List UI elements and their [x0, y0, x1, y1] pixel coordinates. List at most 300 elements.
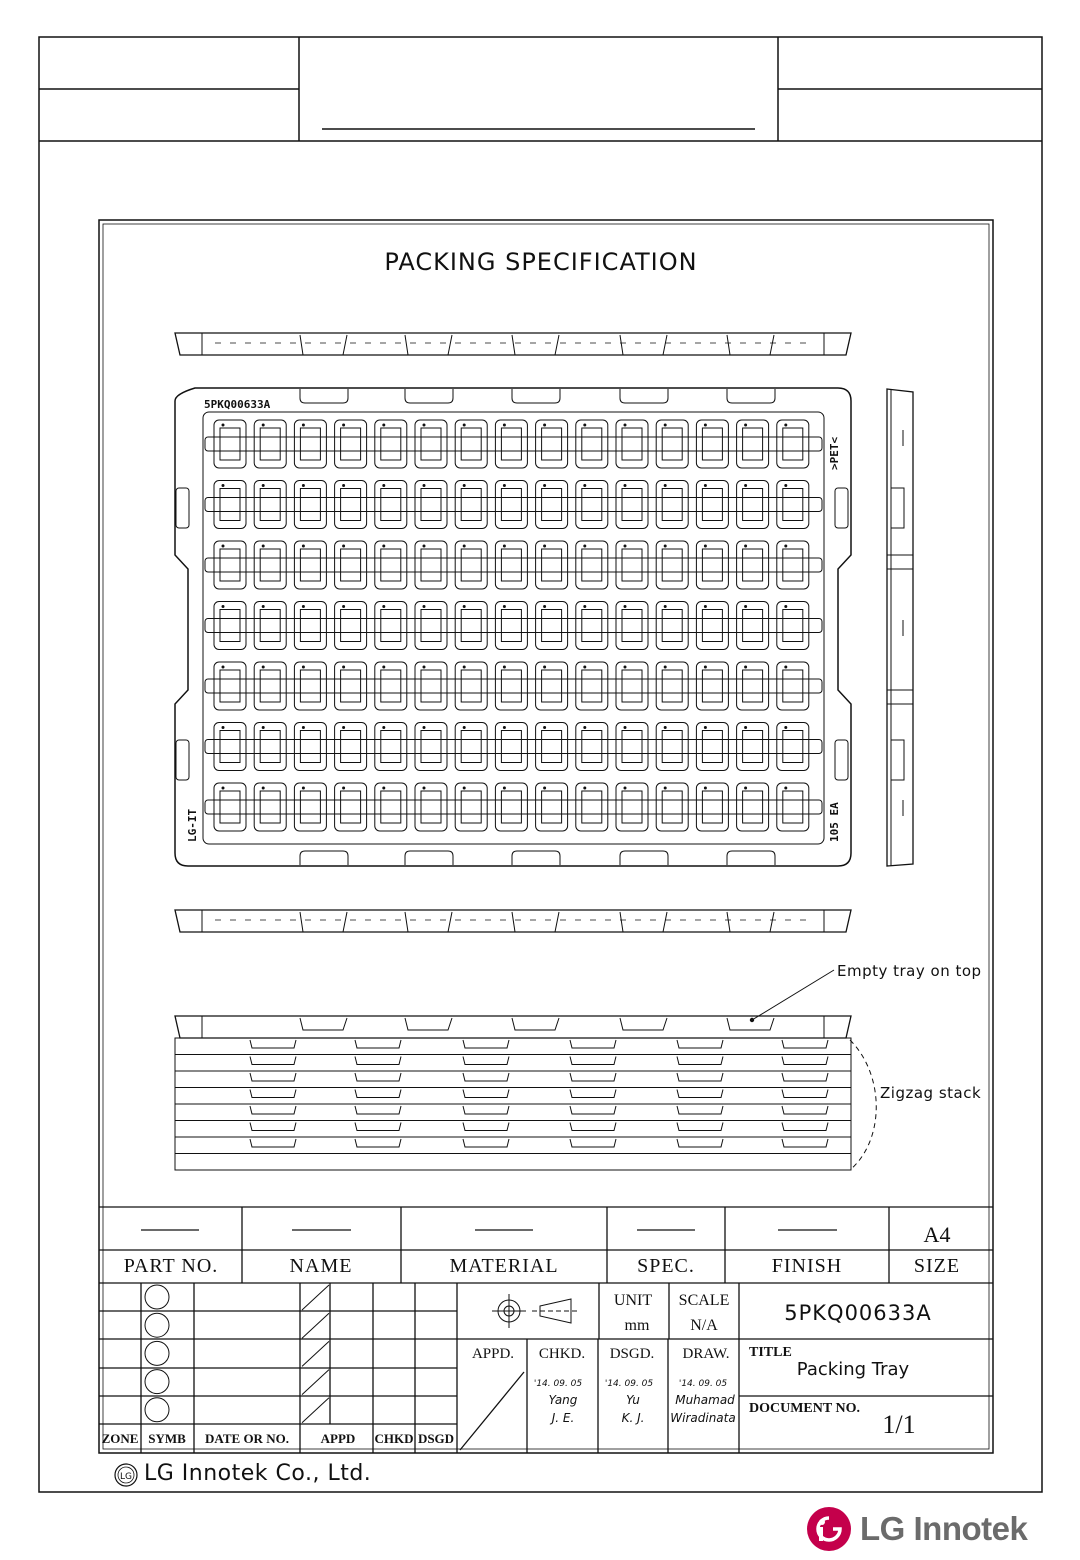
pocket-inner — [542, 670, 562, 702]
pocket-inner — [582, 731, 602, 763]
stack-layer — [175, 1055, 851, 1072]
pocket-cell — [696, 662, 728, 710]
pocket-marker — [343, 666, 345, 668]
tray-top-notch — [512, 389, 560, 403]
pocket-marker — [302, 424, 304, 426]
pocket-marker — [343, 545, 345, 547]
revision-symbol-circle — [145, 1341, 169, 1365]
pocket-row-rail — [205, 498, 822, 512]
pocket-cell — [576, 481, 608, 529]
pocket-cell — [375, 541, 407, 589]
pocket-inner — [220, 791, 240, 823]
size-value: A4 — [923, 1222, 951, 1247]
stack-pocket — [570, 1106, 616, 1114]
pocket-cell — [737, 783, 769, 831]
pocket-cell — [656, 783, 688, 831]
unit-label: UNIT — [613, 1292, 653, 1309]
tray-side-pocket — [727, 335, 774, 355]
pocket-cell — [375, 723, 407, 771]
scale-label: SCALE — [678, 1292, 730, 1309]
pocket-inner — [662, 791, 682, 823]
pocket-inner — [381, 489, 401, 521]
dsgd-name-1: Yu — [626, 1393, 640, 1407]
pocket-marker — [745, 666, 747, 668]
tray-bottom-notch — [405, 851, 453, 865]
pocket-marker — [302, 606, 304, 608]
pocket-cell — [455, 602, 487, 650]
stack-pocket — [782, 1106, 828, 1114]
pocket-inner — [260, 670, 280, 702]
pocket-inner — [743, 610, 763, 642]
pocket-marker — [423, 787, 425, 789]
pocket-cell — [335, 481, 367, 529]
pocket-marker — [544, 424, 546, 426]
lg-face-icon — [806, 1506, 852, 1552]
tray-side-pocket — [620, 335, 667, 355]
pocket-marker — [302, 727, 304, 729]
pocket-marker — [584, 787, 586, 789]
pocket-cell — [536, 420, 568, 468]
tray-side-pocket — [300, 912, 347, 932]
pocket-inner — [220, 670, 240, 702]
pocket-inner — [220, 489, 240, 521]
pocket-cell — [375, 602, 407, 650]
pocket-marker — [343, 485, 345, 487]
pocket-inner — [783, 791, 803, 823]
stack-layer — [175, 1104, 851, 1121]
pocket-marker — [262, 787, 264, 789]
pocket-marker — [664, 606, 666, 608]
title-value: Packing Tray — [796, 1359, 910, 1380]
stack-top-pocket — [620, 1018, 667, 1030]
pocket-marker — [544, 787, 546, 789]
revision-slash — [302, 1285, 329, 1310]
pocket-inner — [501, 489, 521, 521]
pocket-marker — [463, 606, 465, 608]
document-no-value: 1/1 — [882, 1410, 916, 1439]
pocket-inner — [341, 489, 361, 521]
tray-count-label: 105 EA — [828, 802, 841, 842]
pocket-inner — [300, 791, 320, 823]
pocket-inner — [622, 791, 642, 823]
stack-top-pocket — [300, 1018, 347, 1030]
pocket-marker — [745, 424, 747, 426]
pocket-marker — [584, 666, 586, 668]
revision-slash-column — [302, 1285, 329, 1423]
header-name: NAME — [289, 1255, 353, 1277]
pocket-inner — [702, 489, 722, 521]
pocket-inner — [260, 610, 280, 642]
stack-pocket — [782, 1090, 828, 1098]
pocket-marker — [624, 666, 626, 668]
pocket-marker — [383, 485, 385, 487]
pocket-inner — [542, 428, 562, 460]
pocket-inner — [381, 428, 401, 460]
pocket-inner — [783, 489, 803, 521]
pocket-marker — [262, 485, 264, 487]
stack-pocket — [250, 1040, 296, 1048]
pocket-marker — [664, 787, 666, 789]
tray-end-tab — [891, 488, 904, 528]
pocket-marker — [463, 666, 465, 668]
pocket-cell — [536, 481, 568, 529]
pocket-marker — [624, 545, 626, 547]
tray-inner-rim — [203, 412, 824, 844]
pocket-inner — [461, 791, 481, 823]
pocket-cell — [335, 541, 367, 589]
pocket-marker — [624, 787, 626, 789]
rev-header-symb: SYMB — [148, 1431, 186, 1446]
stack-pocket — [570, 1057, 616, 1065]
pocket-marker — [222, 606, 224, 608]
pocket-marker — [584, 606, 586, 608]
pocket-marker — [423, 424, 425, 426]
stack-pocket — [250, 1073, 296, 1081]
pocket-marker — [624, 606, 626, 608]
pocket-inner — [260, 791, 280, 823]
tray-top-notch — [620, 389, 668, 403]
pocket-inner — [501, 731, 521, 763]
pocket-marker — [785, 424, 787, 426]
pocket-row-rail — [205, 679, 822, 693]
pocket-inner — [702, 731, 722, 763]
pocket-marker — [745, 485, 747, 487]
pocket-marker — [544, 485, 546, 487]
pocket-inner — [743, 731, 763, 763]
pocket-inner — [220, 731, 240, 763]
pocket-inner — [421, 428, 441, 460]
pocket-inner — [662, 428, 682, 460]
pocket-cell — [254, 783, 286, 831]
stack-top-pocket — [405, 1018, 452, 1030]
tray-side-pocket — [405, 912, 452, 932]
stack-pocket — [570, 1139, 616, 1147]
pocket-inner — [421, 610, 441, 642]
tray-bottom-notch — [727, 851, 775, 865]
dsgd-date: '14. 09. 05 — [604, 1379, 654, 1389]
pocket-cell — [777, 481, 809, 529]
stack-pocket — [570, 1123, 616, 1131]
pocket-inner — [341, 428, 361, 460]
lg-circle-logo-small — [115, 1464, 137, 1486]
stack-pocket — [782, 1057, 828, 1065]
callout-empty-tray: Empty tray on top — [837, 962, 982, 980]
pocket-row-rail — [205, 558, 822, 572]
lg-mark-small: LG — [120, 1472, 132, 1482]
pocket-inner — [461, 489, 481, 521]
dsgd-name-2: K. J. — [621, 1411, 645, 1425]
pocket-cell — [495, 783, 527, 831]
pocket-inner — [220, 610, 240, 642]
stack-pocket — [570, 1090, 616, 1098]
header-finish: FINISH — [771, 1255, 843, 1277]
stack-pocket — [782, 1073, 828, 1081]
pocket-marker — [584, 485, 586, 487]
pocket-inner — [542, 549, 562, 581]
pocket-inner — [783, 549, 803, 581]
pocket-marker — [745, 787, 747, 789]
stack-pocket — [250, 1106, 296, 1114]
pocket-marker — [343, 727, 345, 729]
pocket-cell — [737, 541, 769, 589]
pocket-inner — [421, 670, 441, 702]
pocket-marker — [503, 727, 505, 729]
pocket-cell — [656, 662, 688, 710]
stack-top-pocket — [512, 1018, 559, 1030]
pocket-cell — [415, 602, 447, 650]
tray-top-notch — [300, 389, 348, 403]
pocket-cell — [335, 723, 367, 771]
pocket-marker — [584, 424, 586, 426]
stack-pocket — [782, 1040, 828, 1048]
pocket-inner — [341, 549, 361, 581]
pocket-cell — [536, 541, 568, 589]
pocket-cell — [254, 481, 286, 529]
pocket-cell — [294, 541, 326, 589]
pocket-marker — [222, 787, 224, 789]
pocket-cell — [616, 481, 648, 529]
stack-pocket — [355, 1057, 401, 1065]
revision-symbol-circle — [145, 1313, 169, 1337]
stack-pocket — [782, 1123, 828, 1131]
pocket-marker — [383, 666, 385, 668]
pocket-inner — [461, 731, 481, 763]
pocket-inner — [542, 791, 562, 823]
pocket-marker — [704, 727, 706, 729]
pocket-cell — [495, 662, 527, 710]
pocket-marker — [343, 424, 345, 426]
callout-arc-stack — [850, 1040, 876, 1170]
pocket-inner — [501, 791, 521, 823]
pocket-cell — [254, 723, 286, 771]
drawing-title: PACKING SPECIFICATION — [384, 248, 698, 276]
pocket-marker — [584, 727, 586, 729]
pocket-inner — [662, 670, 682, 702]
draw-name-2: Wiradinata — [670, 1411, 736, 1425]
pocket-cell — [254, 541, 286, 589]
pocket-inner — [501, 549, 521, 581]
lg-innotek-wordmark: LG Innotek — [860, 1510, 1028, 1547]
pocket-cell — [375, 481, 407, 529]
pocket-cell — [455, 662, 487, 710]
tray-part-label: 5PKQ00633A — [204, 398, 271, 411]
stack-pocket — [250, 1123, 296, 1131]
pocket-inner — [702, 670, 722, 702]
pocket-cell — [375, 420, 407, 468]
callout-zigzag: Zigzag stack — [880, 1084, 982, 1102]
pocket-cell — [777, 783, 809, 831]
pocket-cell — [455, 541, 487, 589]
pocket-marker — [745, 545, 747, 547]
pocket-cell — [495, 541, 527, 589]
tray-right-tab — [835, 740, 848, 780]
pocket-marker — [343, 787, 345, 789]
tray-side-pocket — [512, 912, 559, 932]
pocket-inner — [542, 731, 562, 763]
revision-slash — [302, 1341, 329, 1366]
stack-pocket — [355, 1090, 401, 1098]
pocket-inner — [421, 731, 441, 763]
pocket-inner — [341, 791, 361, 823]
stack-layer — [175, 1038, 851, 1055]
pocket-marker — [704, 424, 706, 426]
pocket-cell — [214, 662, 246, 710]
pocket-cell — [536, 783, 568, 831]
pocket-marker — [262, 666, 264, 668]
pocket-cell — [214, 783, 246, 831]
pocket-inner — [461, 610, 481, 642]
pocket-marker — [302, 787, 304, 789]
pocket-cell — [294, 481, 326, 529]
pocket-row-rail — [205, 437, 822, 451]
pocket-inner — [260, 428, 280, 460]
pocket-inner — [662, 610, 682, 642]
revision-slash — [302, 1313, 329, 1338]
pocket-marker — [544, 727, 546, 729]
pocket-marker — [664, 485, 666, 487]
pocket-cell — [335, 783, 367, 831]
pocket-cell — [656, 481, 688, 529]
pocket-inner — [300, 428, 320, 460]
pocket-marker — [423, 666, 425, 668]
pocket-inner — [381, 670, 401, 702]
pocket-marker — [704, 485, 706, 487]
pocket-inner — [300, 610, 320, 642]
document-no-label: DOCUMENT NO. — [749, 1401, 860, 1416]
pocket-cell — [254, 420, 286, 468]
rev-header-date: DATE OR NO. — [205, 1431, 289, 1446]
pocket-inner — [783, 428, 803, 460]
pocket-cell — [375, 662, 407, 710]
stack-pocket — [677, 1040, 723, 1048]
pocket-marker — [503, 787, 505, 789]
pocket-marker — [745, 727, 747, 729]
stack-pocket — [463, 1139, 509, 1147]
pocket-inner — [702, 610, 722, 642]
chkd-date: '14. 09. 05 — [533, 1379, 583, 1389]
pocket-marker — [262, 424, 264, 426]
pocket-marker — [463, 727, 465, 729]
pocket-cell — [737, 602, 769, 650]
header-part-no: PART NO. — [123, 1255, 219, 1277]
pocket-marker — [785, 606, 787, 608]
pocket-cell — [616, 723, 648, 771]
pocket-inner — [542, 610, 562, 642]
pocket-cell — [777, 662, 809, 710]
pocket-marker — [463, 545, 465, 547]
pocket-marker — [544, 545, 546, 547]
pocket-inner — [260, 489, 280, 521]
callout-dot — [750, 1018, 754, 1022]
pocket-cell — [214, 602, 246, 650]
pocket-inner — [300, 549, 320, 581]
pocket-marker — [463, 424, 465, 426]
rev-header-chkd: CHKD — [374, 1431, 414, 1446]
pocket-marker — [584, 545, 586, 547]
pocket-cell — [495, 420, 527, 468]
pocket-marker — [262, 545, 264, 547]
pocket-cell — [455, 723, 487, 771]
pocket-inner — [542, 489, 562, 521]
tray-side-view-bottom — [175, 910, 851, 932]
pocket-inner — [582, 428, 602, 460]
pocket-inner — [461, 670, 481, 702]
pocket-inner — [622, 549, 642, 581]
pocket-cell — [335, 602, 367, 650]
pocket-cell — [455, 481, 487, 529]
appd-label: APPD. — [471, 1346, 515, 1362]
pocket-cell — [616, 541, 648, 589]
pocket-inner — [300, 670, 320, 702]
stack-layer — [175, 1121, 851, 1138]
pocket-cell — [536, 602, 568, 650]
pocket-inner — [220, 428, 240, 460]
pocket-cell — [576, 420, 608, 468]
stack-pocket — [677, 1073, 723, 1081]
pocket-marker — [503, 666, 505, 668]
header-material: MATERIAL — [449, 1255, 559, 1277]
pocket-inner — [743, 670, 763, 702]
pocket-inner — [582, 670, 602, 702]
pocket-inner — [743, 489, 763, 521]
pocket-cell — [777, 723, 809, 771]
pocket-cell — [777, 602, 809, 650]
pocket-inner — [622, 610, 642, 642]
tray-left-tab — [176, 740, 189, 780]
stack-pocket — [355, 1123, 401, 1131]
pocket-inner — [341, 731, 361, 763]
stack-pocket — [355, 1073, 401, 1081]
revision-slash — [302, 1398, 329, 1423]
pocket-cell — [576, 723, 608, 771]
pocket-marker — [302, 485, 304, 487]
pocket-marker — [544, 666, 546, 668]
pocket-cell — [536, 662, 568, 710]
tray-side-pocket — [405, 335, 452, 355]
pocket-cell — [696, 602, 728, 650]
pocket-cell — [294, 662, 326, 710]
pocket-cell — [495, 481, 527, 529]
tray-material-label: >PET< — [828, 436, 841, 470]
pocket-cell — [415, 662, 447, 710]
pocket-cell — [616, 783, 648, 831]
pocket-inner — [260, 549, 280, 581]
stack-pocket — [463, 1057, 509, 1065]
pocket-cell — [495, 602, 527, 650]
pocket-marker — [785, 666, 787, 668]
pocket-cell — [737, 662, 769, 710]
pocket-inner — [300, 731, 320, 763]
pocket-cell — [415, 481, 447, 529]
pocket-marker — [624, 727, 626, 729]
scale-value: N/A — [690, 1317, 718, 1334]
pocket-cell — [616, 662, 648, 710]
tray-side-pocket — [620, 912, 667, 932]
revision-symbol-circle — [145, 1285, 169, 1309]
pocket-marker — [222, 727, 224, 729]
pocket-marker — [423, 727, 425, 729]
pocket-cell — [616, 420, 648, 468]
pocket-marker — [463, 485, 465, 487]
tray-top-notch — [727, 389, 775, 403]
pocket-inner — [381, 731, 401, 763]
pocket-marker — [222, 424, 224, 426]
pocket-cell — [576, 662, 608, 710]
draw-label: DRAW. — [682, 1346, 730, 1362]
revision-slash — [302, 1370, 329, 1395]
pocket-cell — [214, 541, 246, 589]
chkd-label: CHKD. — [538, 1346, 586, 1362]
